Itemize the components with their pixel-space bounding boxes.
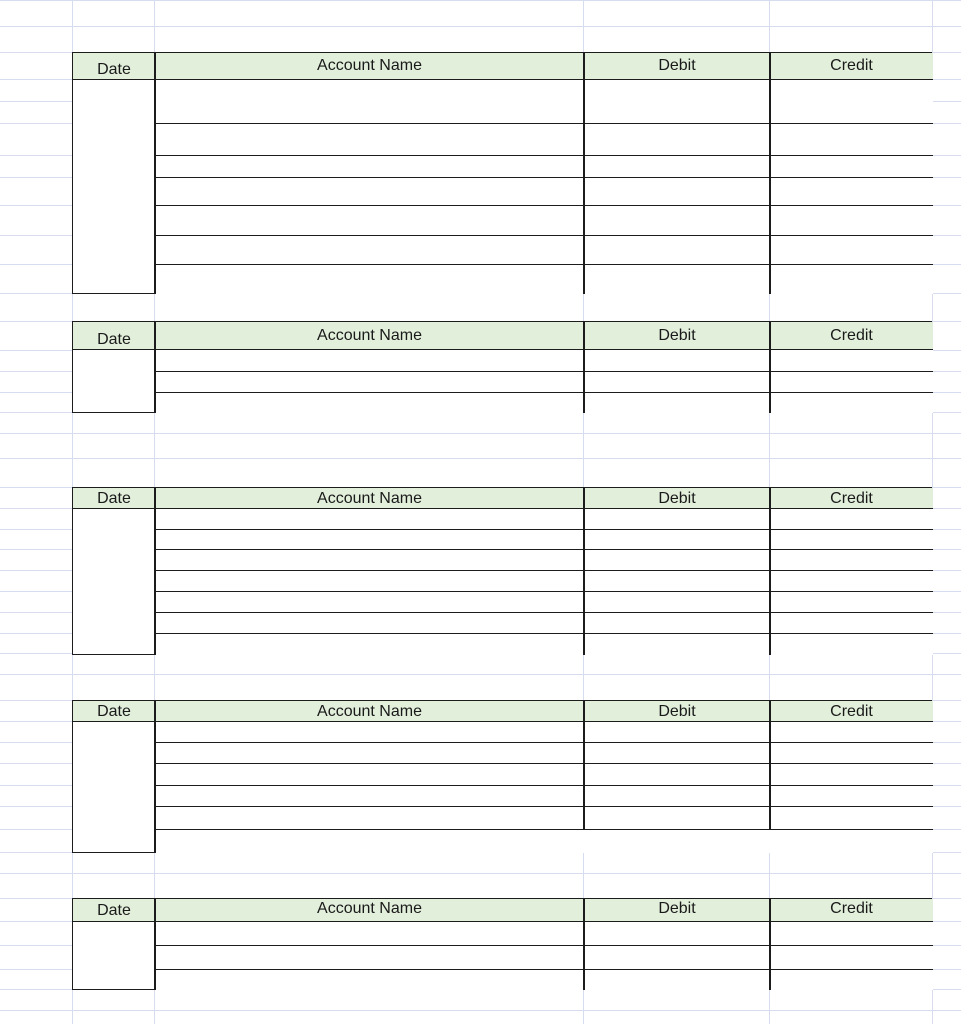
debit-cell[interactable]	[584, 530, 770, 550]
account-name-cell[interactable]	[155, 530, 584, 550]
debit-cell[interactable]	[584, 634, 770, 655]
credit-cell[interactable]	[770, 509, 933, 530]
debit-cell[interactable]	[584, 509, 770, 530]
credit-header-label: Credit	[830, 327, 873, 344]
credit-header-label: Credit	[830, 703, 873, 720]
column-divider	[769, 322, 771, 413]
account-name-cell[interactable]	[155, 592, 584, 613]
account-name-cell[interactable]	[155, 80, 584, 124]
account-name-cell[interactable]	[155, 922, 584, 946]
date-header[interactable]	[73, 899, 155, 922]
debit-cell[interactable]	[584, 922, 770, 946]
credit-cell[interactable]	[770, 970, 933, 990]
debit-header-label: Debit	[658, 327, 696, 344]
gridline-row	[0, 0, 961, 1]
account-name-cell[interactable]	[155, 571, 584, 592]
account-name-cell[interactable]	[155, 550, 584, 571]
date-header[interactable]	[73, 53, 155, 80]
debit-cell[interactable]	[584, 124, 770, 156]
column-divider	[154, 701, 156, 853]
journal-entry-table	[72, 52, 932, 294]
credit-cell[interactable]	[770, 922, 933, 946]
date-cell[interactable]	[73, 923, 155, 989]
account-name-header[interactable]	[155, 53, 584, 80]
column-divider	[769, 701, 771, 830]
debit-header-label: Debit	[658, 703, 696, 720]
date-cell[interactable]	[73, 81, 155, 293]
debit-cell[interactable]	[584, 571, 770, 592]
credit-header-label: Credit	[830, 900, 873, 917]
account-name-header-label: Account Name	[317, 703, 422, 720]
gridline-row	[0, 26, 961, 27]
date-cell[interactable]	[73, 510, 155, 654]
merged-row-cell[interactable]	[155, 830, 933, 853]
date-header-label: Date	[97, 490, 131, 507]
credit-cell[interactable]	[770, 530, 933, 550]
credit-cell[interactable]	[770, 592, 933, 613]
account-name-cell[interactable]	[155, 946, 584, 970]
credit-header[interactable]	[770, 322, 933, 350]
account-name-cell[interactable]	[155, 206, 584, 236]
credit-header[interactable]	[770, 488, 933, 509]
account-name-cell[interactable]	[155, 970, 584, 990]
credit-cell[interactable]	[770, 124, 933, 156]
account-name-header[interactable]	[155, 322, 584, 350]
debit-header[interactable]	[584, 488, 770, 509]
gridline-row	[0, 873, 961, 874]
column-divider	[154, 322, 156, 413]
column-divider	[154, 53, 156, 294]
debit-cell[interactable]	[584, 393, 770, 413]
account-name-header-label: Account Name	[317, 57, 422, 74]
credit-cell[interactable]	[770, 743, 933, 764]
debit-cell[interactable]	[584, 592, 770, 613]
debit-header[interactable]	[584, 53, 770, 80]
date-header-label: Date	[97, 703, 131, 720]
account-name-header[interactable]	[155, 701, 584, 722]
credit-cell[interactable]	[770, 236, 933, 265]
account-name-cell[interactable]	[155, 613, 584, 634]
debit-header[interactable]	[584, 322, 770, 350]
credit-cell[interactable]	[770, 571, 933, 592]
credit-cell[interactable]	[770, 265, 933, 294]
credit-cell[interactable]	[770, 807, 933, 830]
date-cell[interactable]	[73, 723, 155, 852]
gridline-row	[0, 433, 961, 434]
credit-header[interactable]	[770, 53, 933, 80]
account-name-cell[interactable]	[155, 236, 584, 265]
account-name-cell[interactable]	[155, 743, 584, 764]
account-name-cell[interactable]	[155, 509, 584, 530]
date-header-label: Date	[97, 331, 131, 348]
account-name-cell[interactable]	[155, 786, 584, 807]
date-header[interactable]	[73, 488, 155, 509]
date-cell[interactable]	[73, 351, 155, 412]
credit-header[interactable]	[770, 899, 933, 922]
account-name-cell[interactable]	[155, 722, 584, 743]
account-name-cell[interactable]	[155, 156, 584, 178]
column-divider	[154, 899, 156, 990]
debit-cell[interactable]	[584, 743, 770, 764]
column-divider	[769, 488, 771, 655]
debit-cell[interactable]	[584, 613, 770, 634]
account-name-cell[interactable]	[155, 350, 584, 372]
credit-cell[interactable]	[770, 178, 933, 206]
credit-cell[interactable]	[770, 764, 933, 786]
account-name-cell[interactable]	[155, 764, 584, 786]
journal-entry-table	[72, 898, 932, 990]
gridline-row	[0, 674, 961, 675]
account-name-cell[interactable]	[155, 393, 584, 413]
column-divider	[769, 53, 771, 294]
debit-header[interactable]	[584, 899, 770, 922]
credit-cell[interactable]	[770, 372, 933, 393]
credit-cell[interactable]	[770, 80, 933, 124]
debit-cell[interactable]	[584, 178, 770, 206]
credit-cell[interactable]	[770, 350, 933, 372]
debit-header-label: Debit	[658, 900, 696, 917]
credit-header[interactable]	[770, 701, 933, 722]
debit-cell[interactable]	[584, 206, 770, 236]
debit-cell[interactable]	[584, 156, 770, 178]
column-divider	[583, 899, 585, 990]
debit-cell[interactable]	[584, 786, 770, 807]
debit-header[interactable]	[584, 701, 770, 722]
credit-cell[interactable]	[770, 156, 933, 178]
credit-header-label: Credit	[830, 57, 873, 74]
debit-cell[interactable]	[584, 722, 770, 743]
column-divider	[583, 701, 585, 830]
debit-header-label: Debit	[658, 490, 696, 507]
credit-cell[interactable]	[770, 613, 933, 634]
date-header[interactable]	[73, 701, 155, 722]
debit-cell[interactable]	[584, 970, 770, 990]
account-name-cell[interactable]	[155, 372, 584, 393]
credit-cell[interactable]	[770, 206, 933, 236]
account-name-cell[interactable]	[155, 178, 584, 206]
column-divider	[583, 53, 585, 294]
account-name-header-label: Account Name	[317, 327, 422, 344]
debit-cell[interactable]	[584, 807, 770, 830]
date-header-label: Date	[97, 902, 131, 919]
debit-cell[interactable]	[584, 80, 770, 124]
column-divider	[154, 488, 156, 655]
credit-cell[interactable]	[770, 550, 933, 571]
journal-entry-table	[72, 321, 932, 413]
debit-cell[interactable]	[584, 265, 770, 294]
gridline-row	[0, 1010, 961, 1011]
account-name-cell[interactable]	[155, 807, 584, 830]
journal-entry-table	[72, 700, 932, 853]
debit-cell[interactable]	[584, 550, 770, 571]
debit-cell[interactable]	[584, 946, 770, 970]
credit-cell[interactable]	[770, 786, 933, 807]
account-name-header-label: Account Name	[317, 490, 422, 507]
column-divider	[583, 322, 585, 413]
account-name-cell[interactable]	[155, 634, 584, 655]
column-divider	[769, 899, 771, 990]
account-name-header[interactable]	[155, 899, 584, 922]
credit-header-label: Credit	[830, 490, 873, 507]
account-name-cell[interactable]	[155, 265, 584, 294]
column-divider	[583, 488, 585, 655]
account-name-header[interactable]	[155, 488, 584, 509]
account-name-header-label: Account Name	[317, 900, 422, 917]
date-header[interactable]	[73, 322, 155, 350]
debit-cell[interactable]	[584, 236, 770, 265]
debit-cell[interactable]	[584, 350, 770, 372]
account-name-cell[interactable]	[155, 124, 584, 156]
credit-cell[interactable]	[770, 393, 933, 413]
credit-cell[interactable]	[770, 722, 933, 743]
debit-cell[interactable]	[584, 372, 770, 393]
date-header-label: Date	[97, 61, 131, 78]
credit-cell[interactable]	[770, 946, 933, 970]
debit-header-label: Debit	[658, 57, 696, 74]
debit-cell[interactable]	[584, 764, 770, 786]
credit-cell[interactable]	[770, 634, 933, 655]
gridline-row	[0, 458, 961, 459]
journal-entry-table	[72, 487, 932, 655]
